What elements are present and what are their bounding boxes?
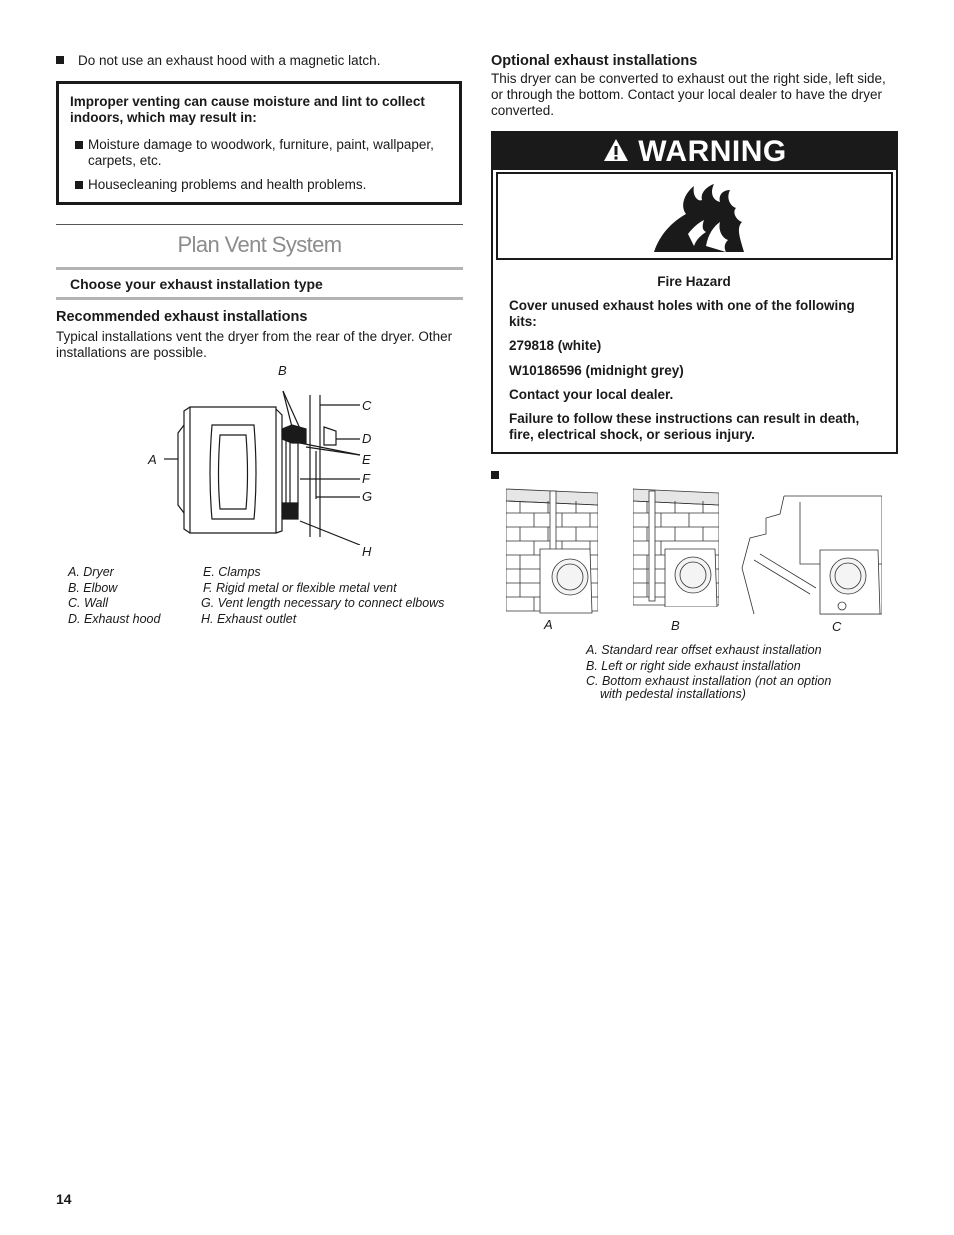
caption: H. Exhaust outlet	[201, 612, 297, 626]
warning-image-box	[496, 172, 893, 260]
label-a: A	[148, 452, 157, 467]
label-b: B	[278, 363, 287, 378]
optional-text: This dryer can be converted to exhaust out the right side, left side, or through the bottom. Contact your local dealer to have the dryer converted.	[491, 71, 886, 118]
square-bullet-icon	[75, 141, 83, 149]
warning-line1: Cover unused exhaust holes with one of the following kits:	[509, 298, 855, 329]
section-rule	[56, 224, 463, 225]
caption: B. Left or right side exhaust installation	[586, 659, 801, 673]
label-b-options: B	[671, 618, 680, 633]
section-title: Plan Vent System	[177, 232, 342, 257]
label-g: G	[362, 489, 373, 504]
square-bullet-icon	[56, 56, 64, 64]
caption: with pedestal installations)	[600, 687, 746, 701]
label-e: E	[362, 452, 371, 467]
optional-heading: Optional exhaust installations	[491, 53, 698, 69]
label-d: D	[362, 431, 372, 446]
caution-item	[71, 137, 451, 169]
caption: G. Vent length necessary to connect elbows	[201, 596, 445, 610]
warning-kit2: W10186596 (midnight grey)	[509, 363, 684, 378]
caption: F. Rigid metal or flexible metal vent	[203, 581, 397, 595]
bottom-exhaust-illustration	[740, 494, 882, 616]
caption: C. Bottom exhaust installation (not an option	[586, 674, 832, 688]
caption: D. Exhaust hood	[68, 612, 161, 626]
subheading: Choose your exhaust installation type	[70, 276, 323, 292]
warning-banner	[493, 133, 896, 170]
dryer-vent-diagram	[140, 385, 380, 545]
recommended-heading: Recommended exhaust installations	[56, 309, 308, 325]
top-bullet	[56, 53, 380, 68]
caption: E. Clamps	[203, 565, 261, 579]
caution-heading: Improper venting can cause moisture and lint to collect indoors, which may result in:	[70, 94, 425, 125]
side-exhaust-illustration	[633, 487, 719, 607]
label-h: H	[362, 544, 372, 559]
caution-item	[71, 177, 451, 193]
warning-kit1: 279818 (white)	[509, 338, 602, 353]
square-bullet-icon	[491, 471, 499, 479]
warning-box	[491, 131, 898, 454]
label-a-options: A	[544, 617, 553, 632]
caption: B. Elbow	[68, 581, 118, 595]
warning-triangle-icon	[602, 137, 630, 163]
subheading-rule-top	[56, 267, 463, 270]
warning-failure: Failure to follow these instructions can result in death, fire, electrical shock, or serious injury.	[509, 411, 860, 442]
label-c-options: C	[832, 619, 842, 634]
subheading-rule-bottom	[56, 297, 463, 300]
rear-offset-illustration	[506, 487, 598, 615]
recommended-text: Typical installations vent the dryer from the rear of the dryer. Other installations are possible.	[56, 329, 453, 360]
top-bullet-text: Do not use an exhaust hood with a magnetic latch.	[78, 53, 381, 68]
square-bullet-icon	[75, 181, 83, 189]
caution-box	[56, 81, 462, 205]
caption: A. Standard rear offset exhaust installation	[586, 643, 822, 657]
warning-title	[493, 135, 896, 169]
caption: C. Wall	[68, 596, 109, 610]
caption: A. Dryer	[68, 565, 114, 579]
caution-item-text: Housecleaning problems and health problems.	[88, 177, 367, 192]
label-c: C	[362, 398, 372, 413]
caution-item-text: Moisture damage to woodwork, furniture, paint, wallpaper, carpets, etc.	[88, 137, 434, 168]
fire-icon	[650, 182, 744, 254]
warning-contact: Contact your local dealer.	[509, 387, 674, 402]
warning-hazard: Fire Hazard	[657, 274, 731, 289]
page-number: 14	[56, 1191, 72, 1207]
warning-title-text: WARNING	[638, 135, 787, 168]
label-f: F	[362, 471, 370, 486]
